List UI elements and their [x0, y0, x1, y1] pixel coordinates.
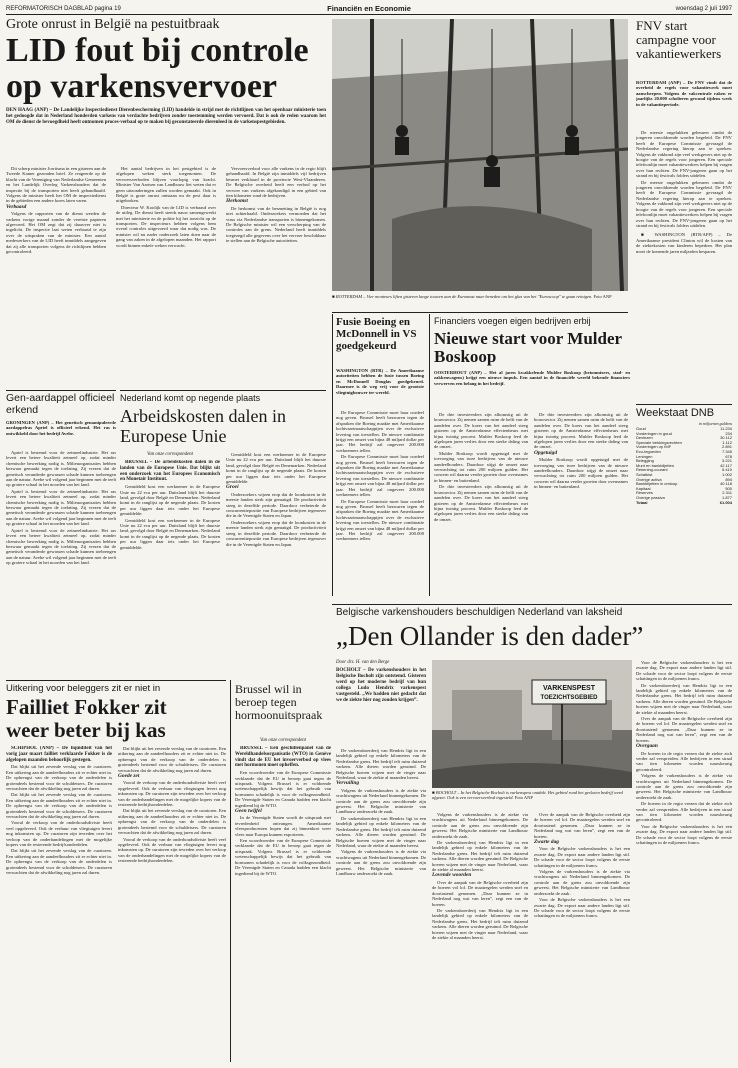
euromast-caption: ■ ROTTERDAM – Vier monteurs liften gisteren lange touwen aan de Euromast naar beneden om het glas van het "Euroscoop" te gaan reinigen. Foto ANP: [332, 294, 612, 299]
mulder-sub-opgetuigd: Opgetuigd: [534, 449, 558, 456]
fnv-headline: FNV start campagne voor vakantiewerkers: [636, 18, 722, 61]
brussel-byline: Van onze correspondent: [260, 738, 306, 743]
fnv-lead: ROTTERDAM (ANP) – De FNV vindt dat de overheid de regels voor vakantiewerk moet aanscherpen. Volgens de vakcentrale raken er jaarlijks 20.000 scholieren gewond tijdens werk in de vakantieperiode.: [636, 80, 732, 107]
header-left: REFORMATORISCH DAGBLAD pagina 19: [6, 6, 121, 12]
weekstaat-value: 1.877: [721, 494, 732, 500]
art1-sub-herkomst: Herkomst: [226, 198, 248, 205]
section-title: Financiën en Economie: [327, 4, 411, 13]
arbeid-col2: Gemiddeld kost een werknemer in de Europese Unie nu 22 ecu per uur. Duitsland blijft het duurste land, gevolgd door België en Denemarken. Nederland komt in de ranglijst op de negende plaats. De kosten per uur liggen daar iets onder het Europese gemiddelde. Groei Onderzoekers wijzen erop dat de loonkosten in de meeste landen sterk zijn gematigd. De productiviteit steeg in dezelfde periode. Daardoor verbeterde de concurrentiepositie van Europese bedrijven tegenover die in de Verenigde Staten en Japan. Onderzoekers wijzen erop dat de loonkosten in de meeste landen sterk zijn gematigd. De productiviteit steeg in dezelfde periode. Daardoor verbeterde de concurrentiepositie van Europese bedrijven tegenover die in de Verenigde Staten en Japan.: [226, 452, 326, 547]
weekstaat-label: Rekening-courant: [636, 467, 668, 473]
weekstaat-value: 1.002: [721, 471, 732, 477]
weekstaat-label: Leningen: [636, 453, 653, 459]
brussel-headline: Brussel wil in beroep tegen hormoonuitspraak: [235, 682, 323, 722]
brussel-body: BRUSSEL – Een geschillenpanel van de Wereldhandelsorganisatie (WTO) in Genève vindt dat de EU het invoerverbod op vlees met hormonen moet opheffen. Een woordvoerder van de Europese Commissie verklaarde dat de EU in beroep gaat tegen de uitspraak. Volgens Brussel is er voldoende wetenschappelijk bewijs dat het gebruik van hormonen schadelijk is voor de volksgezondheid. De Verenigde Staten en Canada hadden een klacht ingediend bij de WTO. Geen twijfel In de Verenigde Staten wordt de uitspraak met tevredenheid ontvangen. Amerikaanse vleesproducenten hopen dat zij binnenkort weer vlees naar Europa kunnen exporteren. Een woordvoerder van de Europese Commissie verklaarde dat de EU in beroep gaat tegen de uitspraak. Volgens Brussel is er voldoende wetenschappelijk bewijs dat het gebruik van hormonen schadelijk is voor de volksgezondheid. De Verenigde Staten en Canada hadden een klacht ingediend bij de WTO.: [235, 746, 331, 876]
ollander-byline: Door drs. H. van den Berge: [336, 660, 390, 665]
weekstaat-title: Weekstaat DNB: [636, 407, 715, 419]
square-bullet-icon: ■: [641, 232, 649, 238]
ollander-lead: BOCHOLT – De varkenshouders in het Belgische Bocholt zijn ontstemd. Gisteren werd op het moderne bedrijf van hun collega Ludo Hendrix varkenspest vastgesteld. „We hadden niet gedacht dat we de ziekte hier nog zouden krijgen”.: [336, 668, 426, 703]
weekstaat-value: 30.112: [720, 435, 732, 441]
weekstaat-value: 894: [725, 476, 732, 482]
weekstaat-value: 500: [725, 485, 732, 491]
euromast-credit: Foto ANP: [593, 294, 612, 299]
weekstaat-value: 678: [725, 453, 732, 459]
art1-col3: Vervoersverbod voor alle varkens in de regio blijft gehandhaafd. In België zijn inmiddels vijf bedrijven besmet verklaard in de provincie West-Vlaanderen. De Belgische overheid heeft een verbod op het vervoer van varkens afgekondigd in een gebied van tien kilometer rond de bedrijven. Herkomst De herkomst van de besmetting in België is nog niet achterhaald. Onderzoekers vermoeden dat het virus via Nederlandse transporten is binnengekomen. De Belgische minister wil een verscherping van de controles aan de grens. Nederland heeft inmiddels toegezegd alle gegevens over het vervoer beschikbaar te stellen aan de Belgische autoriteiten.: [226, 166, 326, 244]
ollander-sub-zwarte-dag: Zwarte dag: [534, 839, 560, 846]
weekstaat-value: 2.311: [722, 490, 732, 496]
art1-headline-line2: op varkensvervoer: [6, 68, 278, 105]
euromast-photo-illustration: [332, 19, 628, 291]
mulder-col1: De drie investeerders zijn afkomstig uit de bouwsector. Zij nemen samen ruim de helft van de aandelen over. De koers van het aandeel steeg gisteren op de Amsterdamse effectenbeurs met bijna twintig procent. Mulder Boskoop leed de afgelopen jaren verlies door een sterke daling van de omzet. Mulder Boskoop wordt opgetuigd met de toevoeging van twee bedrijven van de nieuwe aandeelhouders. Daardoor stijgt de omzet naar verwachting tot ruim 200 miljoen gulden. Het concern wil daarna verder groeien door overnames in binnen- en buitenland. De drie investeerders zijn afkomstig uit de bouwsector. Zij nemen samen ruim de helft van de aandelen over. De koers van het aandeel steeg gisteren op de Amsterdamse effectenbeurs met bijna twintig procent. Mulder Boskoop leed de afgelopen jaren verlies door een sterke daling van de omzet.: [434, 412, 528, 522]
mulder-col2: De drie investeerders zijn afkomstig uit de bouwsector. Zij nemen samen ruim de helft van de aandelen over. De koers van het aandeel steeg gisteren op de Amsterdamse effectenbeurs met bijna twintig procent. Mulder Boskoop leed de afgelopen jaren verlies door een sterke daling van de omzet. Opgetuigd Mulder Boskoop wordt opgetuigd met de toevoeging van twee bedrijven van de nieuwe aandeelhouders. Daardoor stijgt de omzet naar verwachting tot ruim 200 miljoen gulden. Het concern wil daarna verder groeien door overnames in binnen- en buitenland.: [534, 412, 628, 490]
mulder-kicker: Financiers voegen eigen bedrijven erbij: [434, 316, 591, 326]
ollander-sub-lovende-woorden: Lovende woorden: [432, 872, 472, 879]
brussel-sub-geen-twijfel: Geen twijfel: [235, 808, 262, 815]
weekstaat-value: 3.221: [721, 458, 732, 464]
ollander-col3: Over de aanpak van de Belgische overheid zijn de boeren vol lof. De maatregelen werden snel en doortastend genomen. „Daar kunnen ze in Nederland nog wat van leren”, zegt een van de boeren. Zwarte dag Voor de Belgische varkenshouders is het een zwarte dag. De export naar andere landen ligt stil. De schade voor de sector loopt volgens de eerste schattingen in de miljoenen francs. Volgens de varkenshouders is de ziekte via vrachtwagens uit Nederland binnengekomen. De controle aan de grens zou onvoldoende zijn geweest. Het Belgische ministerie van Landbouw onderzoekt de zaak. Voor de Belgische varkenshouders is het een zwarte dag. De export naar andere landen ligt stil. De schade voor de sector loopt volgens de eerste schattingen in de miljoenen francs.: [534, 812, 630, 919]
mulder-lead: OOSTERHOUT (ANP) – Het al jaren kwakkelende Mulder Boskoop (betonmixers, stad- en zakkenwagens) krijgt een nieuwe impuls. Een aantal in de financiële wereld bekende financiers verwerven een belang in het bedrijf.: [434, 370, 630, 386]
weekstaat-table: [636, 427, 732, 505]
ollander-col4: Voor de Belgische varkenshouders is het een zwarte dag. De export naar andere landen ligt stil. De schade voor de sector loopt volgens de eerste schattingen in de miljoenen francs. De varkensboerderij van Hendrix ligt in een landelijk gebied op enkele kilometers van de Nederlandse grens. Het bedrijf telt ruim duizend varkens. Alle dieren worden geruimd. De Belgische boeren wijzen met de vinger naar Nederland, waar de ziekte al maanden heerst. Over de aanpak van de Belgische overheid zijn de boeren vol lof. De maatregelen werden snel en doortastend genomen. „Daar kunnen ze in Nederland nog wat van leren”, zegt een van de boeren. Overgaan De boeren in de regio vrezen dat de ziekte zich verder zal verspreiden. Alle bedrijven in een straal van tien kilometer worden nauwkeurig gecontroleerd. Volgens de varkenshouders is de ziekte via vrachtwagens uit Nederland binnengekomen. De controle aan de grens zou onvoldoende zijn geweest. Het Belgische ministerie van Landbouw onderzoekt de zaak. De boeren in de regio vrezen dat de ziekte zich verder zal verspreiden. Alle bedrijven in een straal van tien kilometer worden nauwkeurig gecontroleerd. Voor de Belgische varkenshouders is het een zwarte dag. De export naar andere landen ligt stil. De schade voor de sector loopt volgens de eerste schattingen in de miljoenen francs.: [636, 660, 732, 845]
fusie-headline: Fusie Boeing en McDonnell in VS goedgekeurd: [336, 316, 417, 352]
aardappel-headline: Gen-aardappel officieel erkend: [6, 392, 115, 416]
fokker-kicker: Uitkering voor beleggers zit er niet in: [6, 683, 161, 694]
square-bullet-icon: ■: [432, 790, 435, 795]
weekstaat-row: [636, 501, 732, 506]
weekstaat-subtitle: in miljoenen guldens: [698, 421, 732, 426]
aardappel-lead: GRONINGEN (ANP) – Het genetisch gemanipuleerde aardappelras Apriel is officieel erkend. Het ras is ontwikkeld door het bedrijf Avebe.: [6, 420, 116, 436]
weekstaat-label: Totaal: [636, 499, 648, 505]
art1-col2: Het aantal bedrijven in het pestgebied is de afgelopen weken sterk toegenomen. De vervoersverboden blijven voorlopig van kracht. Minister Van Aartsen van Landbouw liet weten dat er geen uitzonderingen zullen worden gemaakt. Ook in België is grote onrust ontstaan nu de pest daar is uitgebroken. Directeur W. Koolijk van de LID is verbaasd over de uitleg. De dienst heeft steeds nauw samengewerkt met het ministerie en de politie bij het toezicht op de transporten. De inspecteurs hebben volgens hem overal controles uitgevoerd waar dat nodig was. De minister wil nu nader onderzoek laten doen naar de gang van zaken in de afgelopen maanden. Het rapport wordt binnen enkele weken verwacht.: [116, 166, 216, 248]
weekstaat-label: Schatkist: [636, 471, 653, 477]
weekstaat-label: Munt en bankbiljetten: [636, 462, 675, 468]
ollander-col1: De varkensboerderij van Hendrix ligt in een landelijk gebied op enkele kilometers van de Nederlandse grens. Het bedrijf telt ruim duizend varkens. Alle dieren worden geruimd. De Belgische boeren wijzen met de vinger naar Nederland, waar de ziekte al maanden heerst. Vervuiling Volgens de varkenshouders is de ziekte via vrachtwagens uit Nederland binnengekomen. De controle aan de grens zou onvoldoende zijn geweest. Het Belgische ministerie van Landbouw onderzoekt de zaak. De varkensboerderij van Hendrix ligt in een landelijk gebied op enkele kilometers van de Nederlandse grens. Het bedrijf telt ruim duizend varkens. Alle dieren worden geruimd. De Belgische boeren wijzen met de vinger naar Nederland, waar de ziekte al maanden heerst. Volgens de varkenshouders is de ziekte via vrachtwagens uit Nederland binnengekomen. De controle aan de grens zou onvoldoende zijn geweest. Het Belgische ministerie van Landbouw onderzoekt de zaak.: [336, 748, 426, 876]
weekstaat-value: 1.112: [722, 439, 732, 445]
art1-kicker: Grote onrust in België na pestuitbraak: [6, 17, 220, 32]
bocholt-photo: [432, 660, 632, 788]
fusie-body: De Europese Commissie moet haar oordeel nog geven. Brussel heeft bezwaren tegen de afspraken die Boeing maakte met Amerikaanse luchtvaartmaatschappijen over de exclusieve levering van toestellen. De nieuwe combinatie krijgt een omzet van bijna 48 miljard dollar per jaar. Het bedrijf zal ongeveer 200.000 werknemers tellen. De Europese Commissie moet haar oordeel nog geven. Brussel heeft bezwaren tegen de afspraken die Boeing maakte met Amerikaanse luchtvaartmaatschappijen over de exclusieve levering van toestellen. De nieuwe combinatie krijgt een omzet van bijna 48 miljard dollar per jaar. Het bedrijf zal ongeveer 200.000 werknemers tellen. De Europese Commissie moet haar oordeel nog geven. Brussel heeft bezwaren tegen de afspraken die Boeing maakte met Amerikaanse luchtvaartmaatschappijen over de exclusieve levering van toestellen. De nieuwe combinatie krijgt een omzet van bijna 48 miljard dollar per jaar. Het bedrijf zal ongeveer 200.000 werknemers tellen.: [336, 410, 424, 542]
weekstaat-label: Overige activa: [636, 476, 662, 482]
fokker-headline-line2: weer beter bij kas: [6, 718, 166, 742]
ollander-sub-overgaan: Overgaan: [636, 743, 658, 750]
sign-line1: VARKENSPEST: [543, 685, 595, 692]
weekstaat-value: 11.234: [720, 426, 732, 431]
weekstaat-value: 61.004: [719, 499, 732, 505]
arbeid-col1: BRUSSEL – De arbeidskosten dalen in de landen van de Europese Unie. Dat blijkt uit een onderzoek van het Europees Economisch en Monetair Instituut. Gemiddeld kost een werknemer in de Europese Unie nu 22 ecu per uur. Duitsland blijft het duurste land, gevolgd door België en Denemarken. Nederland komt in de ranglijst op de negende plaats. De kosten per uur liggen daar iets onder het Europese gemiddelde. Gemiddeld kost een werknemer in de Europese Unie nu 22 ecu per uur. Duitsland blijft het duurste land, gevolgd door België en Denemarken. Nederland komt in de ranglijst op de negende plaats. De kosten per uur liggen daar iets onder het Europese gemiddelde.: [120, 460, 220, 550]
header-date: woensdag 2 juli 1997: [675, 6, 732, 12]
art1-headline: [6, 33, 326, 105]
arbeid-headline: Arbeidskosten dalen in Europese Unie: [120, 406, 286, 446]
weekstaat-label: Goud: [636, 426, 646, 431]
ollander-headline: „Den Ollander is den dader”: [336, 621, 644, 651]
ollander-sub-vervuiling: Vervuiling: [336, 780, 360, 787]
weekstaat-label: Bankbiljetten in omloop: [636, 481, 678, 487]
weekstaat-label: Overige passiva: [636, 494, 665, 500]
fokker-sub-goede-zet: Goede zet: [118, 773, 140, 780]
fokker-col1: SCHIPHOL (ANP) – De liquiditeit van het vorig jaar maart failliet verklaarde Fokker is de afgelopen maanden behoorlijk gestegen. Dat blijkt uit het zevende verslag van de curatoren. Een uitkering aan de aandeelhouders zit er echter niet in. De opbrengst van de verkoop van de onderdelen is grotendeels bestemd voor de schuldeisers. De curatoren verwachten dat de afwikkeling nog jaren zal duren. Dat blijkt uit het zevende verslag van de curatoren. Een uitkering aan de aandeelhouders zit er echter niet in. De opbrengst van de verkoop van de onderdelen is grotendeels bestemd voor de schuldeisers. De curatoren verwachten dat de afwikkeling nog jaren zal duren. Vooral de verkoop van de onderhoudsdivisie heeft veel opgeleverd. Ook de verhuur van vliegtuigen levert nog inkomsten op. De curatoren zijn tevreden over het verloop van de onderhandelingen met de mogelijke kopers van de resterende bedrijfsonderdelen. Dat blijkt uit het zevende verslag van de curatoren. Een uitkering aan de aandeelhouders zit er echter niet in. De opbrengst van de verkoop van de onderdelen is grotendeels bestemd voor de schuldeisers. De curatoren verwachten dat de afwikkeling nog jaren zal duren.: [6, 746, 112, 876]
fusie-lead: WASHINGTON (RTR) – De Amerikaanse autoriteiten hebben de fusie tussen Boeing en McDonnell Douglas goedgekeurd. Daarmee is de weg vrij voor de grootste vliegtuigbouwer ter wereld.: [336, 368, 424, 395]
art1-col1: Dit scherp minister Jorritsma in een gisteren aan de Tweede Kamer gezonden brief. Ze reageerde op de klacht van de Vereniging van Nederlandse Gemeenten en het Landelijk Overleg Varkenshouders dat de inspectie bij de transporten niet heeft gehandhaafd. Volgens de minister heeft het OM de inspectiedienst in de gebieden een andere koers laten varen. Verbaasd Volgens de rapporten van de dienst werden de varkens vorige maand zonder de vereiste papieren afgevoerd. Het OM zegt dat zij daarover niet is ingelicht. De inspectie laat weten verbaasd te zijn over de uitspraken van de minister. Een aantal medewerkers van de LID heeft inmiddels aangegeven dat zij alle transporten volgens de richtlijnen hebben gecontroleerd.: [6, 166, 106, 255]
ollander-col2: Volgens de varkenshouders is de ziekte via vrachtwagens uit Nederland binnengekomen. De controle aan de grens zou onvoldoende zijn geweest. Het Belgische ministerie van Landbouw onderzoekt de zaak. De varkensboerderij van Hendrix ligt in een landelijk gebied op enkele kilometers van de Nederlandse grens. Het bedrijf telt ruim duizend varkens. Alle dieren worden geruimd. De Belgische boeren wijzen met de vinger naar Nederland, waar de ziekte al maanden heerst. Lovende woorden Over de aanpak van de Belgische overheid zijn de boeren vol lof. De maatregelen werden snel en doortastend genomen. „Daar kunnen ze in Nederland nog wat van leren”, zegt een van de boeren. De varkensboerderij van Hendrix ligt in een landelijk gebied op enkele kilometers van de Nederlandse grens. Het bedrijf telt ruim duizend varkens. Alle dieren worden geruimd. De Belgische boeren wijzen met de vinger naar Nederland, waar de ziekte al maanden heerst.: [432, 812, 528, 940]
weekstaat-label: Vorderingen op IMF: [636, 444, 672, 450]
fokker-headline-line1: Failliet Fokker zit: [6, 695, 167, 719]
arbeid-byline: Van onze correspondent: [147, 452, 193, 457]
weekstaat-value: 5.410: [721, 467, 732, 473]
ollander-kicker: Belgische varkenshouders beschuldigen Nederland van laksheid: [336, 607, 623, 618]
fokker-col2: Dat blijkt uit het zevende verslag van de curatoren. Een uitkering aan de aandeelhouders zit er echter niet in. De opbrengst van de verkoop van de onderdelen is grotendeels bestemd voor de schuldeisers. De curatoren verwachten dat de afwikkeling nog jaren zal duren. Goede zet Vooral de verkoop van de onderhoudsdivisie heeft veel opgeleverd. Ook de verhuur van vliegtuigen levert nog inkomsten op. De curatoren zijn tevreden over het verloop van de onderhandelingen met de mogelijke kopers van de resterende bedrijfsonderdelen. Dat blijkt uit het zevende verslag van de curatoren. Een uitkering aan de aandeelhouders zit er echter niet in. De opbrengst van de verkoop van de onderdelen is grotendeels bestemd voor de schuldeisers. De curatoren verwachten dat de afwikkeling nog jaren zal duren. Vooral de verkoop van de onderhoudsdivisie heeft veel opgeleverd. Ook de verhuur van vliegtuigen levert nog inkomsten op. De curatoren zijn tevreden over het verloop van de onderhandelingen met de mogelijke kopers van de resterende bedrijfsonderdelen.: [118, 746, 226, 864]
weekstaat-value: 2.891: [721, 444, 732, 450]
weekstaat-label: Reserves: [636, 490, 653, 496]
art1-headline-line1: LID fout bij controle: [6, 32, 309, 69]
art1-sub-verbaasd: Verbaasd: [6, 203, 27, 210]
mulder-headline: Nieuwe start voor Mulder Boskoop: [434, 329, 622, 366]
weekstaat-value: 40.118: [720, 481, 732, 487]
sign-line2: TOEZICHTSGEBIED: [540, 695, 598, 701]
weekstaat-value: 7.345: [721, 448, 732, 454]
weekstaat-value: 234: [725, 430, 732, 436]
bocholt-caption: ■ BOCHOLT – In het Belgische Bocholt is varkenspest ontdekt. Het gebied rond het gesloten bedrijf werd afgezet. Ook is een vervoersverbod ingesteld. Foto ANP: [432, 790, 623, 801]
weekstaat-label: Ecu-tegoeden: [636, 448, 661, 454]
weekstaat-label: Deviezen: [636, 435, 653, 441]
arbeid-sub-groei: Groei: [226, 484, 239, 491]
euromast-photo: [332, 19, 628, 291]
fokker-headline: [6, 696, 226, 742]
arbeid-kicker: Nederland komt op negende plaats: [120, 393, 261, 403]
weekstaat-label: Belegging: [636, 458, 654, 464]
art1-lead: DEN HAAG (ANP) – De Landelijke Inspectiedienst Dierenbescherming (LID) handelde in strijd met de richtlijnen van het openbaar ministerie toen het gedoogde dat in Nederland honderden varkens van verdachte bedrijven zonder toestemming werden vervoerd. Dat is ook de reden waarom het OM de dienst de bevoegdheid heeft ontnomen proces-verbaal op te maken bij geconstateerde dierenleed in de varkenspestgebieden.: [6, 108, 326, 125]
bocholt-photo-illustration: [432, 660, 632, 788]
weekstaat-label: Vorderingen in goud: [636, 430, 672, 436]
weekstaat-label: Kapitaal: [636, 485, 651, 491]
weekstaat-label: Speciale trekkingsrechten: [636, 439, 682, 445]
weekstaat-value: 42.117: [720, 462, 732, 468]
square-bullet-icon: ■: [332, 294, 335, 299]
bocholt-credit: Foto ANP: [514, 795, 533, 801]
fnv-body: De meeste ongelukken gebeuren omdat de jongeren onvoldoende worden begeleid. De FNV heeft de Europese Commissie gevraagd de Nederlandse regering hierop aan te spreken. Volgens de vakbond zijn veel werkgevers niet op de hoogte van de regels voor jongeren. Een speciale telefoonlijn moet vakantiewerkers helpen bij vragen over hun rechten. De FNV-jongeren gaan op het strand en bij festivals folders uitdelen. De meeste ongelukken gebeuren omdat de jongeren onvoldoende worden begeleid. De FNV heeft de Europese Commissie gevraagd de Nederlandse regering hierop aan te spreken. Volgens de vakbond zijn veel werkgevers niet op de hoogte van de regels voor jongeren. Een speciale telefoonlijn moet vakantiewerkers helpen bij vragen over hun rechten. De FNV-jongeren gaan op het strand en bij festivals folders uitdelen. ■ WASHINGTON (RTR/AFP) – De Amerikaanse president Clinton wil de kosten van de ziektekosten van kinderen beperken. Het plan moet de komende jaren miljarden besparen.: [636, 130, 732, 254]
aardappel-body: Apriel is bestemd voor de zetmeelindustrie. Het ras levert een betere kwaliteit zetmeel op, zodat minder chemische bewerking nodig is. Milieuorganisaties hebben bezwaar gemaakt tegen de toelating. Zij vrezen dat de genetisch veranderde gewassen schade kunnen toebrengen aan de natuur. Avebe wil volgend jaar beginnen met de teelt op grotere schaal in het noorden van het land. Apriel is bestemd voor de zetmeelindustrie. Het ras levert een betere kwaliteit zetmeel op, zodat minder chemische bewerking nodig is. Milieuorganisaties hebben bezwaar gemaakt tegen de toelating. Zij vrezen dat de genetisch veranderde gewassen schade kunnen toebrengen aan de natuur. Avebe wil volgend jaar beginnen met de teelt op grotere schaal in het noorden van het land. Apriel is bestemd voor de zetmeelindustrie. Het ras levert een betere kwaliteit zetmeel op, zodat minder chemische bewerking nodig is. Milieuorganisaties hebben bezwaar gemaakt tegen de toelating. Zij vrezen dat de genetisch veranderde gewassen schade kunnen toebrengen aan de natuur. Avebe wil volgend jaar beginnen met de teelt op grotere schaal in het noorden van het land.: [6, 450, 116, 566]
